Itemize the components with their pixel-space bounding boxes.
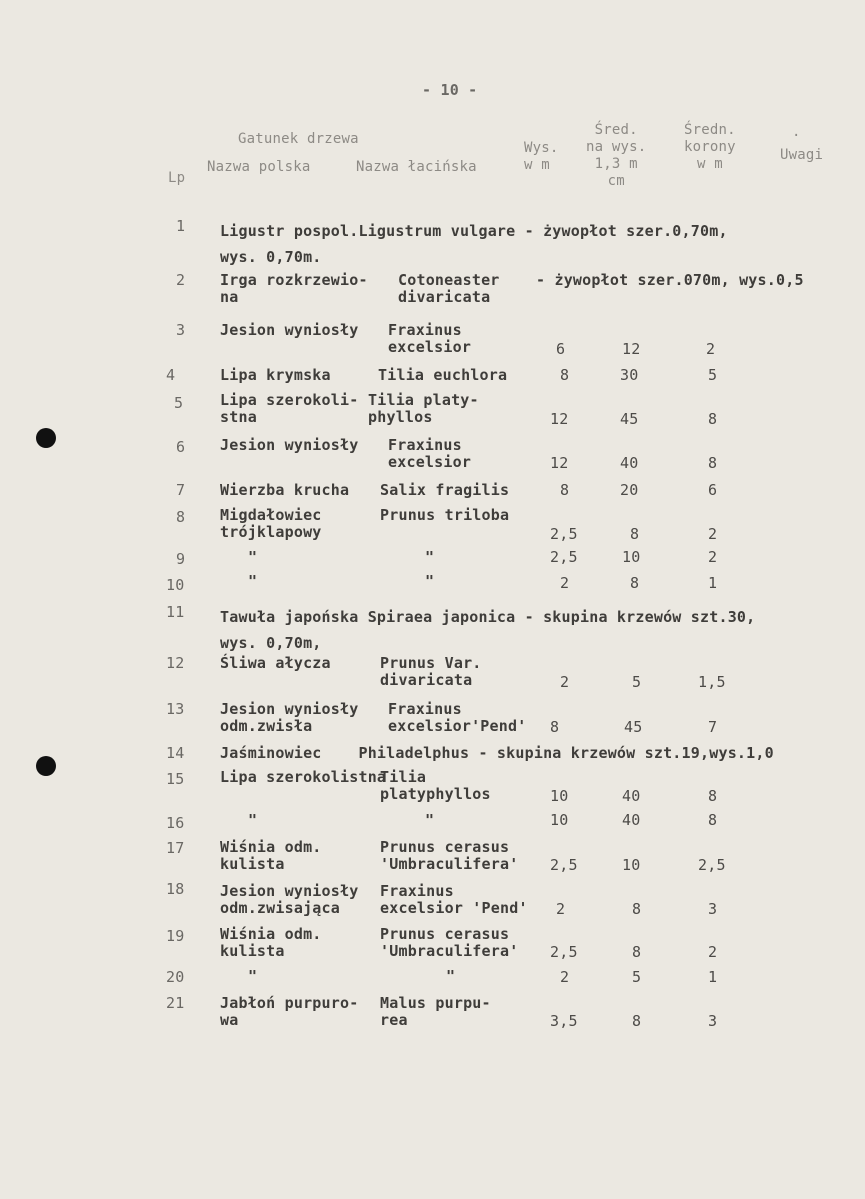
- row-korona: 2: [708, 548, 718, 566]
- header-gatunek: Gatunek drzewa: [238, 131, 359, 147]
- row-korona: 7: [708, 718, 718, 736]
- row-lp: 1: [176, 217, 186, 235]
- header-sred-wys: Śred. na wys. 1,3 m cm: [586, 122, 647, 189]
- row-nazwa-lacinska: ": [425, 811, 435, 829]
- row-nazwa-lacinska: Tilia euchlora: [378, 366, 508, 384]
- row-lp: 14: [166, 744, 185, 762]
- row-wysokosc: 2: [560, 673, 570, 691]
- row-wysokosc: 8: [550, 718, 560, 736]
- row-nazwa-polska: Lipa krymska: [220, 366, 331, 384]
- row-srednica: 20: [620, 481, 639, 499]
- row-srednica: 10: [622, 856, 641, 874]
- row-nazwa-polska: Migdałowiec trójklapowy: [220, 506, 322, 541]
- row-text: Ligustr pospol.Ligustrum vulgare - żywopłot szer.0,70m, wys. 0,70m.: [220, 222, 728, 266]
- row-wysokosc: 2,5: [550, 548, 578, 566]
- row-lp: 21: [166, 994, 185, 1012]
- row-nazwa-polska: ": [248, 572, 258, 590]
- row-wysokosc: 12: [550, 410, 569, 428]
- row-lp: 20: [166, 968, 185, 986]
- row-lp: 10: [166, 576, 185, 594]
- row-nazwa-lacinska: Salix fragilis: [380, 481, 510, 499]
- row-nazwa-lacinska: Tilia platy- phyllos: [368, 391, 479, 426]
- header-nazwa-lacinska: Nazwa łacińska: [356, 159, 477, 175]
- row-nazwa-lacinska: Prunus triloba: [380, 506, 510, 524]
- row-korona: 2,5: [698, 856, 726, 874]
- row-nazwa-lacinska: ": [425, 548, 435, 566]
- page-number: - 10 -: [422, 81, 478, 99]
- row-wysokosc: 8: [560, 366, 570, 384]
- row-nazwa-polska: Wiśnia odm. kulista: [220, 838, 322, 873]
- row-wysokosc: 12: [550, 454, 569, 472]
- row-nazwa-polska: Wierzba krucha: [220, 481, 350, 499]
- row-wysokosc: 2,5: [550, 856, 578, 874]
- header-wys: Wys. w m: [524, 140, 559, 173]
- row-nazwa-lacinska: Fraxinus excelsior: [388, 436, 472, 471]
- row-korona: 1: [708, 574, 718, 592]
- punch-hole-lower: [36, 756, 56, 776]
- row-lp: 11: [166, 603, 185, 621]
- row-korona: 2: [706, 340, 716, 358]
- row-nazwa-lacinska: Cotoneaster divaricata: [398, 271, 500, 306]
- row-lp: 12: [166, 654, 185, 672]
- header-sred-korony: Średn. korony w m: [684, 122, 736, 172]
- row-srednica: 45: [624, 718, 643, 736]
- row-srednica: 40: [622, 811, 641, 829]
- row-srednica: 30: [620, 366, 639, 384]
- row-srednica: 5: [632, 673, 642, 691]
- row-nazwa-polska: Wiśnia odm. kulista: [220, 925, 322, 960]
- row-nazwa-polska: Irga rozkrzewio- na: [220, 271, 368, 306]
- row-nazwa-lacinska: Prunus cerasus 'Umbraculifera': [380, 925, 519, 960]
- header-mark: .: [792, 124, 801, 140]
- row-srednica: 12: [622, 340, 641, 358]
- row-nazwa-lacinska: Prunus Var. divaricata: [380, 654, 482, 689]
- row-korona: 8: [708, 410, 718, 428]
- row-lp: 18: [166, 880, 185, 898]
- row-lp: 8: [176, 508, 186, 526]
- row-nazwa-polska: Jesion wyniosły: [220, 321, 359, 339]
- row-lp: 4: [166, 366, 176, 384]
- row-nazwa-polska: ": [248, 548, 258, 566]
- row-lp: 19: [166, 927, 185, 945]
- row-srednica: 40: [620, 454, 639, 472]
- row-note: - żywopłot szer.070m, wys.0,5: [536, 271, 804, 289]
- row-lp: 2: [176, 271, 186, 289]
- row-lp: 17: [166, 839, 185, 857]
- row-lp: 7: [176, 481, 186, 499]
- row-nazwa-polska: Jesion wyniosły odm.zwisająca: [220, 882, 359, 917]
- row-srednica: 8: [630, 525, 640, 543]
- row-wysokosc: 6: [556, 340, 566, 358]
- header-nazwa-polska: Nazwa polska: [207, 159, 311, 175]
- row-wysokosc: 8: [560, 481, 570, 499]
- row-nazwa-polska: Jabłoń purpuro- wa: [220, 994, 359, 1029]
- row-srednica: 40: [622, 787, 641, 805]
- row-korona: 8: [708, 454, 718, 472]
- row-srednica: 5: [632, 968, 642, 986]
- row-nazwa-polska: Śliwa ałycza: [220, 654, 331, 672]
- row-wysokosc: 2: [560, 968, 570, 986]
- row-srednica: 8: [632, 900, 642, 918]
- row-nazwa-polska: Jesion wyniosły: [220, 436, 359, 454]
- row-srednica: 8: [632, 943, 642, 961]
- row-nazwa-polska: ": [248, 967, 258, 985]
- row-srednica: 45: [620, 410, 639, 428]
- row-korona: 3: [708, 900, 718, 918]
- row-nazwa-lacinska: Prunus cerasus 'Umbraculifera': [380, 838, 519, 873]
- row-lp: 16: [166, 814, 185, 832]
- row-wysokosc: 3,5: [550, 1012, 578, 1030]
- row-lp: 3: [176, 321, 186, 339]
- row-korona: 2: [708, 525, 718, 543]
- row-korona: 1: [708, 968, 718, 986]
- row-srednica: 8: [630, 574, 640, 592]
- row-wysokosc: 10: [550, 787, 569, 805]
- row-nazwa-polska: Jesion wyniosły odm.zwisła: [220, 700, 359, 735]
- row-lp: 9: [176, 550, 186, 568]
- row-srednica: 10: [622, 548, 641, 566]
- row-lp: 15: [166, 770, 185, 788]
- row-wysokosc: 2,5: [550, 943, 578, 961]
- row-wysokosc: 2,5: [550, 525, 578, 543]
- row-nazwa-lacinska: ": [446, 967, 456, 985]
- row-nazwa-lacinska: Fraxinus excelsior'Pend': [388, 700, 527, 735]
- row-lp: 5: [174, 394, 184, 412]
- row-nazwa-lacinska: ": [425, 572, 435, 590]
- row-lp: 13: [166, 700, 185, 718]
- row-nazwa-polska: ": [248, 811, 258, 829]
- punch-hole-upper: [36, 428, 56, 448]
- row-wysokosc: 10: [550, 811, 569, 829]
- row-srednica: 8: [632, 1012, 642, 1030]
- row-nazwa-polska: Lipa szerokoli- stna: [220, 391, 359, 426]
- row-korona: 6: [708, 481, 718, 499]
- row-text: Jaśminowiec Philadelphus - skupina krzewów szt.19,wys.1,0: [220, 744, 774, 762]
- header-uwagi: Uwagi: [780, 147, 824, 163]
- row-korona: 3: [708, 1012, 718, 1030]
- row-nazwa-lacinska: Fraxinus excelsior: [388, 321, 472, 356]
- row-korona: 8: [708, 787, 718, 805]
- row-nazwa-lacinska: Tilia platyphyllos: [380, 768, 491, 803]
- row-wysokosc: 2: [556, 900, 566, 918]
- row-korona: 1,5: [698, 673, 726, 691]
- row-wysokosc: 2: [560, 574, 570, 592]
- row-korona: 5: [708, 366, 718, 384]
- row-korona: 2: [708, 943, 718, 961]
- row-korona: 8: [708, 811, 718, 829]
- row-nazwa-polska: Lipa szerokolistna: [220, 768, 387, 786]
- row-text: Tawuła japońska Spiraea japonica - skupina krzewów szt.30, wys. 0,70m,: [220, 608, 756, 652]
- row-nazwa-lacinska: Fraxinus excelsior 'Pend': [380, 882, 528, 917]
- header-lp: Lp: [168, 170, 186, 186]
- row-nazwa-lacinska: Malus purpu- rea: [380, 994, 491, 1029]
- row-lp: 6: [176, 438, 186, 456]
